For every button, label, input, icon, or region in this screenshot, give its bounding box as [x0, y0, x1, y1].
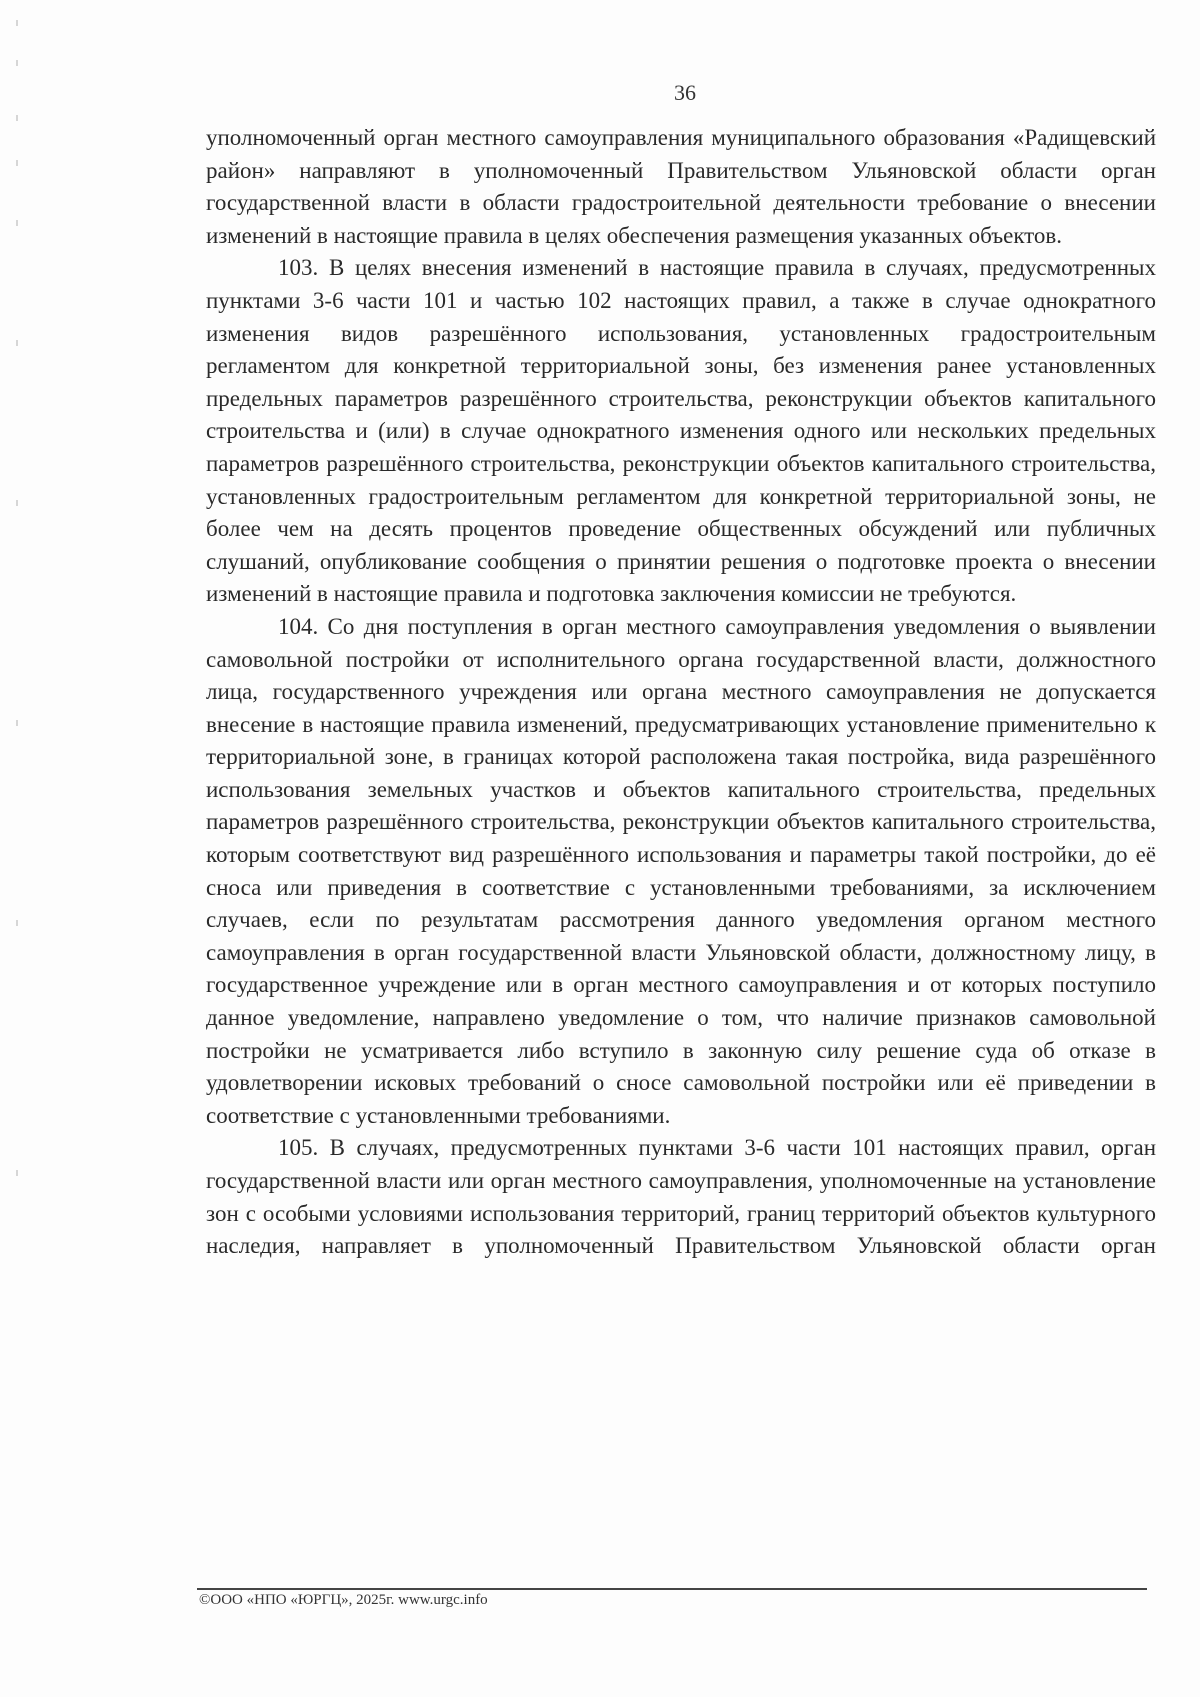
footer-copyright: ©ООО «НПО «ЮРГЦ», 2025г. www.urgc.info [199, 1592, 488, 1608]
scan-margin-marks [16, 20, 20, 1220]
paragraph-104: 104. Со дня поступления в орган местного самоуправления уведомления о выявлении самовольной постройки от исполнительного органа государственной власти, должностного лица, государственного учреждения или органа местного самоуправления не допускается внесение в настоящие правила изменений, предусматривающих установление применительно к территориальной зоне, в границах которой расположена такая постройка, вида разрешённого использования земельных участков и объектов капитального строительства, предельных параметров разрешённого строительства, реконструкции объектов капитального строительства, которым соответствуют вид разрешённого использования и параметры такой постройки, до её сноса или приведения в соответствие с установленными требованиями, за исключением случаев, если по результатам рассмотрения данного уведомления органом местного самоуправления в орган государственной власти Ульяновской области, должностному лицу, в государственное учреждение или в орган местного самоуправления и от которых поступило данное уведомление, направлено уведомление о том, что наличие признаков самовольной постройки не усматривается либо вступило в законную силу решение суда об отказе в удовлетворении исковых требований о сносе самовольной постройки или её приведении в соответствие с установленными требованиями. [206, 613, 1156, 1128]
paragraph-105: 105. В случаях, предусмотренных пунктами 3-6 части 101 настоящих правил, орган государственной власти или орган местного самоуправления, уполномоченные на установление зон с особыми условиями использования территорий, границ территорий объектов культурного наследия, направляет в уполномоченный Правительством Ульяновской области орган [206, 1135, 1156, 1259]
paragraph-103: 103. В целях внесения изменений в настоящие правила в случаях, предусмотренных пунктами 3-6 части 101 и частью 102 настоящих правил, а также в случае однократного изменения видов разрешённого использования, установленных градостроительным регламентом для конкретной территориальной зоны, без изменения ранее установленных предельных параметров разрешённого строительства, реконструкции объектов капитального строительства и (или) в случае однократного изменения одного или нескольких предельных параметров разрешённого строительства, реконструкции объектов капитального строительства, установленных градостроительным регламентом для конкретной территориальной зоны, не более чем на десять процентов проведение общественных обсуждений или публичных слушаний, опубликование сообщения о принятии решения о подготовке проекта о внесении изменений в настоящие правила и подготовка заключения комиссии не требуются. [206, 255, 1156, 607]
paragraph-continuation: уполномоченный орган местного самоуправления муниципального образования «Радищевский район» направляют в уполномоченный Правительством Ульяновской области орган государственной власти в области градостроительной деятельности требование о внесении изменений в настоящие правила в целях обеспечения размещения указанных объектов. [206, 125, 1156, 248]
footer-divider [197, 1588, 1147, 1590]
page-number: 36 [674, 80, 696, 105]
document-body [206, 122, 1156, 1263]
